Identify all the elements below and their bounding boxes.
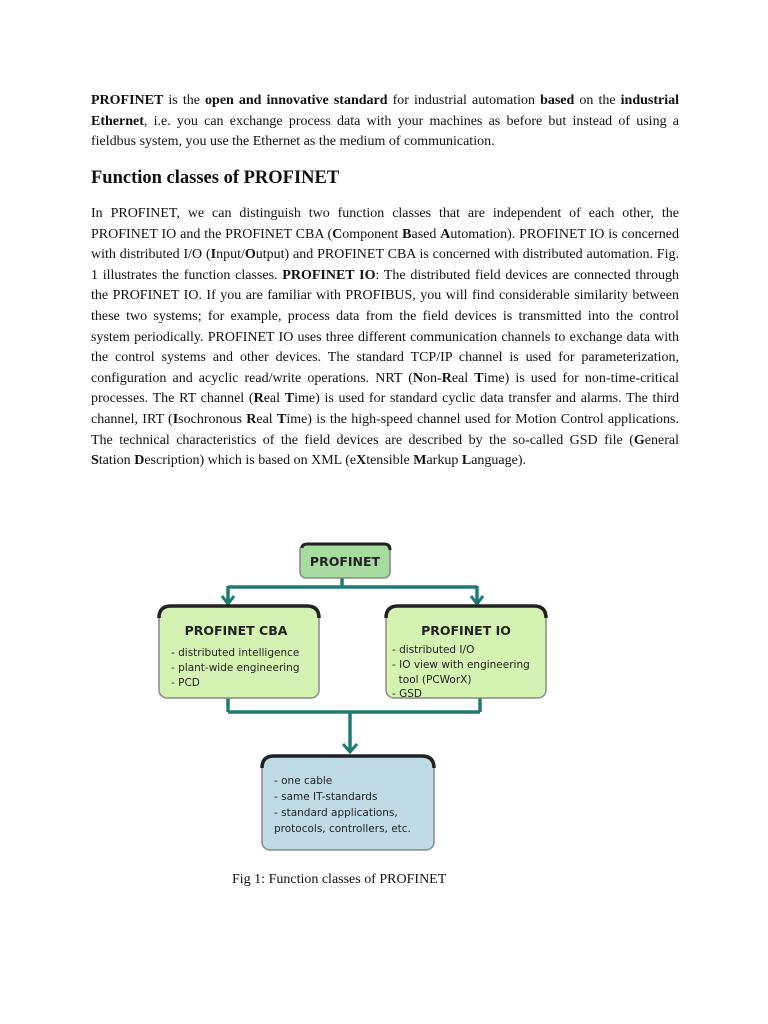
cba-item: - distributed intelligence [171,647,300,659]
paragraph2-run: B [402,226,412,242]
figure-caption: Fig 1: Function classes of PROFINET [232,872,447,887]
paragraph1-run: based [540,93,575,108]
paragraph2-run: ime) is the high-speed channel used for Motion Control applications. The technical characteristics of the field devices are described by the so-called GSD file ( [91,411,680,448]
profinet-cba-title: PROFINET CBA [184,623,288,638]
paragraph2-run: tensible [366,453,414,469]
paragraph2-run: T [474,370,484,386]
paragraph2-run: I [172,411,179,427]
paragraph2-run: escription) which is based on XML (e [144,453,357,469]
paragraph2-run: ime) is used for standard cyclic data transfer and alarms. The third channel, IRT ( [91,391,679,427]
paragraph2-run: R [441,370,452,386]
io-item: - IO view with engineering [392,659,530,671]
paragraph2-run: arkup [426,453,462,469]
paragraph2-run: on- [423,370,442,386]
paragraph2-run: T [276,411,287,427]
paragraph2-run: eal [263,391,285,407]
paragraph2-run: T [284,391,295,407]
paragraph2-run: PROFINET IO [282,267,376,283]
paragraph1-run: industrial Ethernet [91,93,679,129]
paragraph1-run: PROFINET [91,93,164,108]
paragraph2-run: anguage). [471,453,527,469]
paragraph2-run: omponent [342,226,403,242]
paragraph1-run: on the [574,93,621,108]
cba-item: - PCD [171,677,200,689]
paragraph2-run: A [440,226,451,242]
paragraph2-run: R [246,411,257,427]
profinet-root-label: PROFINET [309,554,381,569]
paragraph2-run: sochronous [178,411,247,427]
paragraph2-run: tation [98,453,135,469]
paragraph1-run: is the [163,93,206,108]
paragraph1-run: , i.e. you can exchange process data with your machines as before but instead of using a fieldbus system, you use the Ethernet as the medium of communication. [91,113,679,150]
common-item: protocols, controllers, etc. [274,823,411,835]
paragraph1-run: for industrial automation [387,93,541,108]
paragraph2-run: eal [256,411,277,427]
paragraph2-run: eneral [644,432,679,448]
paragraph2-run: O [244,247,256,263]
intro-paragraph [91,91,679,153]
common-item: - one cable [274,775,333,787]
paragraph1-run: open and innovative standard [205,93,388,108]
io-item: - distributed I/O [392,644,475,656]
io-item: - GSD [392,688,423,700]
paragraph2-run: M [413,453,427,469]
profinet-cba-box [159,606,319,698]
common-item: - standard applications, [274,807,398,819]
paragraph2-run: D [134,453,145,469]
profinet-diagram [150,540,610,858]
profinet-root-box [300,544,390,578]
profinet-io-title: PROFINET IO [421,623,511,638]
function-classes-paragraph [91,204,679,472]
paragraph2-run: : The distributed field devices are connected through the PROFINET IO. If you are familiar with PROFIBUS, you will find considerable similarity between these two systems; for example, process data from the field devices is transmitted into the control system periodically. PROFINET IO uses three different communication channels to exchange data with the control systems and other devices. The standard TCP/IP channel is used for parameterization, configuration and acyclic read/write operations. NRT ( [91,267,679,386]
paragraph2-run: In PROFINET, we can distinguish two function classes that are independent of each other, the PROFINET IO and the PROFINET CBA ( [91,206,679,242]
common-item: - same IT-standards [274,791,378,803]
paragraph2-run: nput/ [216,247,245,263]
paragraph2-run: L [461,453,472,469]
common-features-box [262,756,434,850]
paragraph2-run: utput) and PROFINET CBA is concerned with distributed automation. Fig. 1 illustrates the function classes. [91,247,679,283]
profinet-io-box [386,606,546,700]
paragraph2-run: S [91,453,99,469]
paragraph2-run: utomation). PROFINET IO is concerned with distributed I/O ( [91,226,679,263]
paragraph2-run: R [253,391,264,407]
paragraph2-run: I [210,247,217,263]
io-item: tool (PCWorX) [392,674,472,686]
paragraph2-run: G [633,432,645,448]
common-features-box-shape [262,756,434,850]
cba-item: - plant-wide engineering [171,662,300,674]
paragraph2-run: ased [411,226,441,242]
paragraph2-run: eal [451,370,475,386]
paragraph2-run: X [356,453,367,469]
paragraph2-run: C [332,226,343,242]
paragraph2-run: N [412,370,424,386]
paragraph2-run: ime) is used for non-time-critical processes. The RT channel ( [91,370,679,407]
section-heading: Function classes of PROFINET [91,168,340,188]
